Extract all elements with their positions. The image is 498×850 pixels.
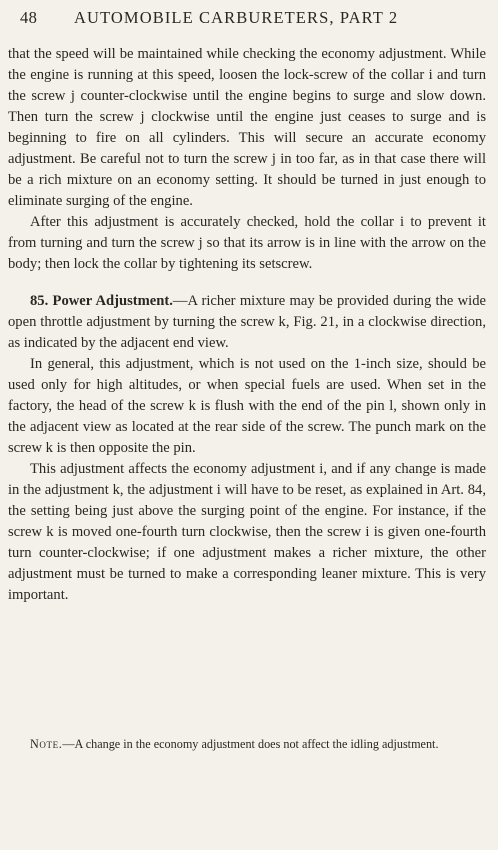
running-title: AUTOMOBILE CARBURETERS, PART 2	[74, 8, 399, 27]
running-header	[14, 8, 484, 30]
section-85-paragraph	[8, 291, 486, 354]
paragraph-collar-adjustment: After this adjustment is accurately checked, hold the collar i to prevent it from turning and turn the screw j so that its arrow is in line with the arrow on the body; then lock the collar by tightening its setscrew.	[8, 214, 486, 272]
footnote-text: —A change in the economy adjustment does not affect the idling adjustment.	[62, 737, 439, 751]
section-85-text: —A richer mixture may be provided during the wide open throttle adjustment by turning the screw k, Fig. 21, in a clockwise direction, as indicated by the adjacent end view.	[8, 293, 487, 351]
footnote	[8, 736, 486, 752]
footnote-label: Note.	[30, 737, 63, 751]
page-number: 48	[20, 8, 38, 27]
paragraph-affects-economy: This adjustment affects the economy adjustment i, and if any change is made in the adjustment k, the adjustment i will have to be reset, as explained in Art. 84, the setting being just above the surging point of the engine. For instance, if the screw k is moved one-fourth turn clockwise, then the screw i is given one-fourth turn counter-clockwise; if one adjustment makes a richer mixture, the other adjustment must be turned to make a corresponding leaner mixture. This is very important.	[8, 461, 486, 603]
section-number: 85.	[30, 293, 49, 309]
body-text	[8, 44, 486, 606]
section-title: Power Adjustment.	[52, 293, 173, 309]
paragraph-continued: that the speed will be maintained while checking the economy adjustment. While the engine is running at this speed, loosen the lock-screw of the collar i and turn the screw j counter-clockwise until the engine begins to surge and slow down. Then turn the screw j clockwise until the engine just ceases to surge and is beginning to fire on all cylinders. This will secure an accurate economy adjustment. Be careful not to turn the screw j in too far, as in that case there will be a rich mixture on an economy setting. It should be turned in just enough to eliminate surging of the engine.	[8, 46, 486, 209]
paragraph-general-use: In general, this adjustment, which is not used on the 1-inch size, should be used only for high altitudes, or when special fuels are used. When set in the factory, the head of the screw k is flush with the end of the pin l, shown only in the adjacent view as located at the rear side of the screw. The punch mark on the screw k is then opposite the pin.	[8, 356, 486, 456]
